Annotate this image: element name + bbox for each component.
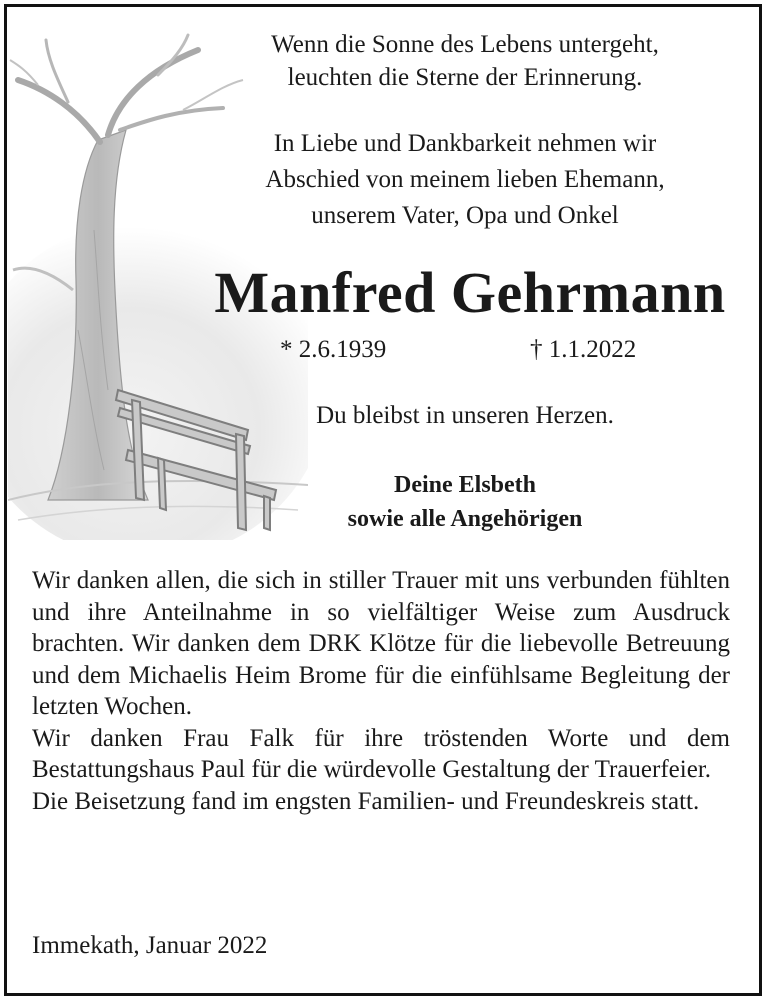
death-date: † 1.1.2022 [530,336,637,363]
birth-date: * 2.6.1939 [280,336,387,363]
signer-line: sowie alle Angehörigen [347,506,583,532]
verse-line: leuchten die Sterne der Erinnerung. [287,64,643,91]
announcement-intro [200,126,730,234]
signer-line: Deine Elsbeth [393,472,536,498]
thanks-text [32,565,730,817]
intro-line: Abschied von meinem lieben Ehemann, [265,166,665,193]
thanks-paragraph: Wir danken allen, die sich in stiller Trauer mit uns verbunden fühlten und ihre Anteilnahme in so vielfältiger Weise zum Ausdruck brachten. Wir danken dem DRK Klötze für die liebevolle Betreuung und dem Michaelis Heim Brome für die einfühlsame Begleitung der letzten Wochen. [32,567,730,720]
thanks-paragraph: Wir danken Frau Falk für ihre tröstenden Worte und dem Bestattungshaus Paul für die würdevolle Gestaltung der Trauerfeier. [32,724,730,783]
thanks-paragraph: Die Beisetzung fand im engsten Familien- und Freundeskreis statt. [32,787,700,815]
intro-line: unserem Vater, Opa und Onkel [311,202,619,229]
memorial-verse [200,28,730,94]
deceased-name: Manfred Gehrmann [214,260,726,325]
place-and-date: Immekath, Januar 2022 [32,932,268,959]
verse-line: Wenn die Sonne des Lebens untergeht, [271,31,659,58]
signers [200,468,730,536]
intro-line: In Liebe und Dankbarkeit nehmen wir [273,130,657,157]
farewell-line: Du bleibst in unseren Herzen. [316,402,614,429]
